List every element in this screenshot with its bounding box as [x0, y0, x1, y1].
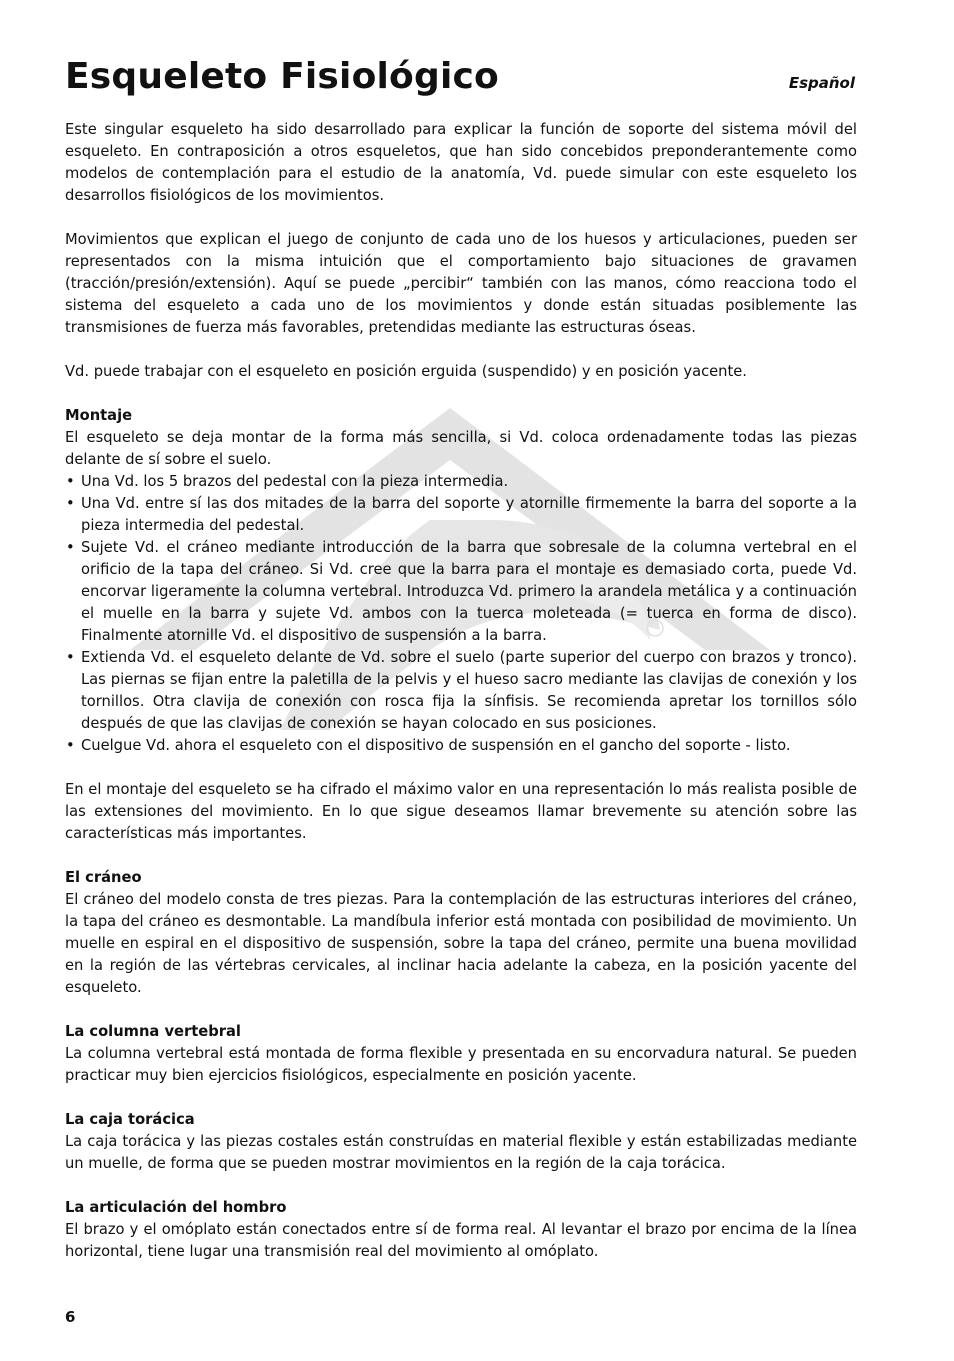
section-columna-vertebral: [65, 1021, 857, 1087]
document-body: [65, 119, 857, 1263]
list-item: • Una Vd. entre sí las dos mitades de la barra del soporte y atornille firmemente la barra del soporte a la pieza intermedia del pedestal.: [65, 493, 857, 537]
page-header: [65, 52, 857, 112]
intro-paragraph-2: Movimientos que explican el juego de conjunto de cada uno de los huesos y articulaciones, pueden ser representados con la misma intuición que el comportamiento bajo situaciones de gravamen (tracción/presión/extensión). Aquí se puede „percibir“ también con las manos, cómo reacciona todo el sistema del esqueleto a cada uno de los movimientos y donde están situadas posiblemente las transmisiones de fuerza más favorables, pretendidas mediante las estructuras óseas.: [65, 231, 857, 336]
page-title: Esqueleto Fisiológico: [65, 56, 499, 97]
section-title-columna-vertebral: La columna vertebral: [65, 1023, 241, 1040]
section-text-caja-toracica: La caja torácica y las piezas costales están construídas en material flexible y están estabilizadas mediante un muelle, de forma que se pueden mostrar movimientos en la región de la caja torácica.: [65, 1133, 857, 1172]
list-item: • Sujete Vd. el cráneo mediante introducción de la barra que sobresale de la columna vertebral en el orificio de la tapa del cráneo. Si Vd. cree que la barra para el montaje es demasiado corta, puede Vd. encorvar ligeramente la columna vertebral. Introduzca Vd. primero la arandela metálica y a continuación el muelle en la barra y sujete Vd. ambos con la tuerca moleteada (= tuerca en forma de disco). Finalmente atornille Vd. el dispositivo de suspensión a la barra.: [65, 537, 857, 647]
list-item: • Extienda Vd. el esqueleto delante de Vd. sobre el suelo (parte superior del cuerpo con brazos y tronco). Las piernas se fijan entre la paletilla de la pelvis y el hueso sacro mediante las clavijas de conexión y los tornillos. Otra clavija de conexión con rosca fija la sínfisis. Se recomienda apretar los tornillos sólo después de que las clavijas de conexión se hayan colocado en sus posiciones.: [65, 647, 857, 735]
language-label: Español: [788, 74, 855, 92]
list-item: • Una Vd. los 5 brazos del pedestal con la pieza intermedia.: [65, 471, 857, 493]
section-montaje: [65, 405, 857, 757]
section-title-caja-toracica: La caja torácica: [65, 1111, 195, 1128]
section-title-craneo: El cráneo: [65, 869, 142, 886]
montaje-note: En el montaje del esqueleto se ha cifrado el máximo valor en una representación lo más realista posible de las extensiones del movimiento. En lo que sigue deseamos llamar brevemente su atención sobre las características más importantes.: [65, 781, 857, 842]
montaje-steps-list: [65, 471, 857, 757]
section-articulacion-hombro: [65, 1197, 857, 1263]
section-text-craneo: El cráneo del modelo consta de tres piezas. Para la contemplación de las estructuras interiores del cráneo, la tapa del cráneo es desmontable. La mandíbula inferior está montada con posibilidad de movimiento. Un muelle en espiral en el dispositivo de suspensión, sobre la tapa del cráneo, permite una buena movilidad en la región de las vértebras cervicales, al inclinar hacia adelante la cabeza, en la posición yacente del esqueleto.: [65, 891, 857, 996]
section-title-montaje: Montaje: [65, 407, 133, 424]
intro-paragraph-1: Este singular esqueleto ha sido desarrollado para explicar la función de soporte del sistema móvil del esqueleto. En contraposición a otros esqueletos, que han sido concebidos preponderantemente como modelos de contemplación para el estudio de la anatomía, Vd. puede simular con este esqueleto los desarrollos fisiológicos de los movimientos.: [65, 121, 857, 204]
section-text-articulacion-hombro: El brazo y el omóplato están conectados entre sí de forma real. Al levantar el brazo por encima de la línea horizontal, tiene lugar una transmisión real del movimiento al omóplato.: [65, 1221, 857, 1260]
document-page: [65, 52, 857, 1285]
montaje-text: El esqueleto se deja montar de la forma más sencilla, si Vd. coloca ordenadamente todas las piezas delante de sí sobre el suelo.: [65, 429, 857, 468]
intro-paragraph-3: Vd. puede trabajar con el esqueleto en posición erguida (suspendido) y en posición yacente.: [65, 363, 747, 380]
list-item: • Cuelgue Vd. ahora el esqueleto con el dispositivo de suspensión en el gancho del soporte - listo.: [65, 735, 857, 757]
section-title-articulacion-hombro: La articulación del hombro: [65, 1199, 287, 1216]
section-text-columna-vertebral: La columna vertebral está montada de forma flexible y presentada en su encorvadura natural. Se pueden practicar muy bien ejercicios fisiológicos, especialmente en posición yacente.: [65, 1045, 857, 1084]
section-caja-toracica: [65, 1109, 857, 1175]
section-craneo: [65, 867, 857, 999]
page-number: 6: [65, 1308, 76, 1326]
